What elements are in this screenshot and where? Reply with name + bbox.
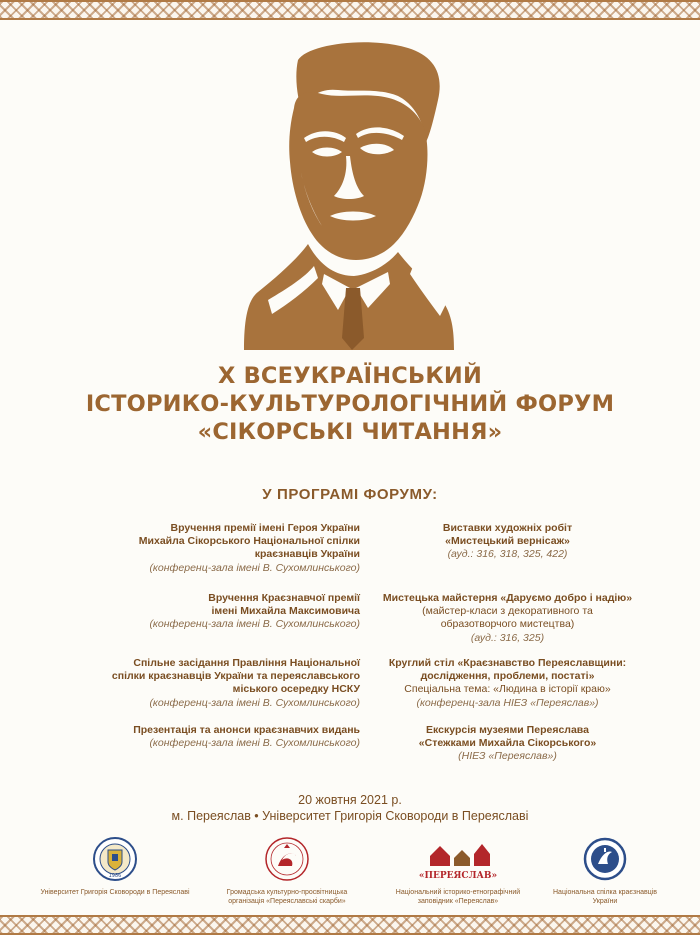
item-title: Спільне засідання Правління Національної xyxy=(133,657,360,669)
item-title: спілки краєзнавців України та переяславського xyxy=(111,670,360,683)
event-date: 20 жовтня 2021 р. xyxy=(298,793,402,807)
reserve-emblem-icon xyxy=(418,836,498,882)
ornament-border-bottom xyxy=(0,915,700,935)
logo-national-union xyxy=(540,836,670,906)
item-title: Вручення Краєзнавчої премії xyxy=(208,592,360,604)
program-item-excursion xyxy=(355,724,660,764)
item-location: (конференц-зала імені В. Сухомлинського) xyxy=(149,561,360,574)
program-item-prize-maksymovych xyxy=(60,592,360,632)
logo-caption: Громадська культурно-просвітницька xyxy=(226,889,348,896)
item-note: Спеціальна тема: «Людина в історії краю» xyxy=(404,683,611,696)
item-note: (майстер-класи з декоративного та xyxy=(422,605,593,618)
item-title: Екскурсія музеями Переяслава xyxy=(426,724,589,736)
item-location: (конференц-зала імені В. Сухомлинського) xyxy=(149,737,360,750)
reserve-badge-text: «ПЕРЕЯСЛАВ» xyxy=(418,871,498,881)
university-year: 1986 xyxy=(108,873,122,879)
logo-reserve-pereiaslav xyxy=(388,836,528,906)
ornament-border-top xyxy=(0,0,700,20)
program-item-presentation xyxy=(60,724,360,750)
item-location: (конференц-зала імені В. Сухомлинського) xyxy=(149,696,360,709)
portrait-illustration xyxy=(238,38,460,350)
forum-title xyxy=(0,362,700,446)
title-line-3: «СІКОРСЬКІ ЧИТАННЯ» xyxy=(197,419,503,445)
item-title: Михайла Сікорського Національної спілки xyxy=(138,535,360,548)
program-item-workshop xyxy=(355,592,660,645)
logo-caption: заповідник «Переяслав» xyxy=(417,897,499,905)
logo-caption: Національна спілка краєзнавців xyxy=(553,889,657,896)
item-title: Мистецька майстерня «Даруємо добро і надію» xyxy=(382,592,633,604)
item-title: Вручення премії імені Героя України xyxy=(170,522,360,534)
program-item-joint-meeting xyxy=(60,657,360,710)
item-title: імені Михайла Максимовича xyxy=(211,605,360,618)
national-union-emblem-icon xyxy=(582,836,628,882)
item-title: дослідження, проблеми, постаті» xyxy=(420,670,595,683)
item-title: Виставки художніх робіт xyxy=(442,522,573,534)
program-item-exhibitions xyxy=(355,522,660,562)
item-title: Круглий стіл «Краєзнавство Переяславщини: xyxy=(388,657,627,669)
logo-caption: Національний історико-етнографічний xyxy=(395,889,521,896)
event-place: м. Переяслав • Університет Григорія Сковороди в Переяславі xyxy=(171,809,529,823)
item-title: «Стежками Михайла Сікорського» xyxy=(418,737,597,750)
program-item-round-table xyxy=(355,657,660,710)
university-emblem-icon xyxy=(92,836,138,882)
title-line-1: X ВСЕУКРАЇНСЬКИЙ xyxy=(218,363,482,389)
logo-caption: Університет Григорія Сковороди в Переяславі xyxy=(40,889,190,896)
item-location: (НІЕЗ «Переяслав») xyxy=(458,750,557,763)
portrait-face xyxy=(289,92,427,260)
title-line-2: ІСТОРИКО-КУЛЬТУРОЛОГІЧНИЙ ФОРУМ xyxy=(85,391,615,417)
item-location: (ауд.: 316, 325) xyxy=(470,631,545,644)
portrait-tie xyxy=(342,288,364,350)
pereiaslav-treasures-emblem-icon xyxy=(264,836,310,882)
logo-pereiaslav-treasures xyxy=(222,836,352,906)
item-title: краєзнавців України xyxy=(254,548,360,561)
item-title: міського осередку НСКУ xyxy=(232,683,360,696)
logo-university xyxy=(30,836,200,898)
item-note: образотворчого мистецтва) xyxy=(440,618,575,631)
item-location: (ауд.: 316, 318, 325, 422) xyxy=(447,548,568,561)
item-location: (конференц-зала імені В. Сухомлинського) xyxy=(149,618,360,631)
logo-caption: України xyxy=(592,897,618,905)
item-location: (конференц-зала НІЕЗ «Переяслав») xyxy=(416,696,599,709)
item-title: Презентація та анонси краєзнавчих видань xyxy=(133,724,360,736)
logo-caption: організація «Переяславські скарби» xyxy=(228,897,346,905)
program-item-prize-sikorsky xyxy=(60,522,360,575)
item-title: «Мистецький вернісаж» xyxy=(445,535,570,548)
program-heading: У ПРОГРАМІ ФОРУМУ: xyxy=(262,486,438,503)
